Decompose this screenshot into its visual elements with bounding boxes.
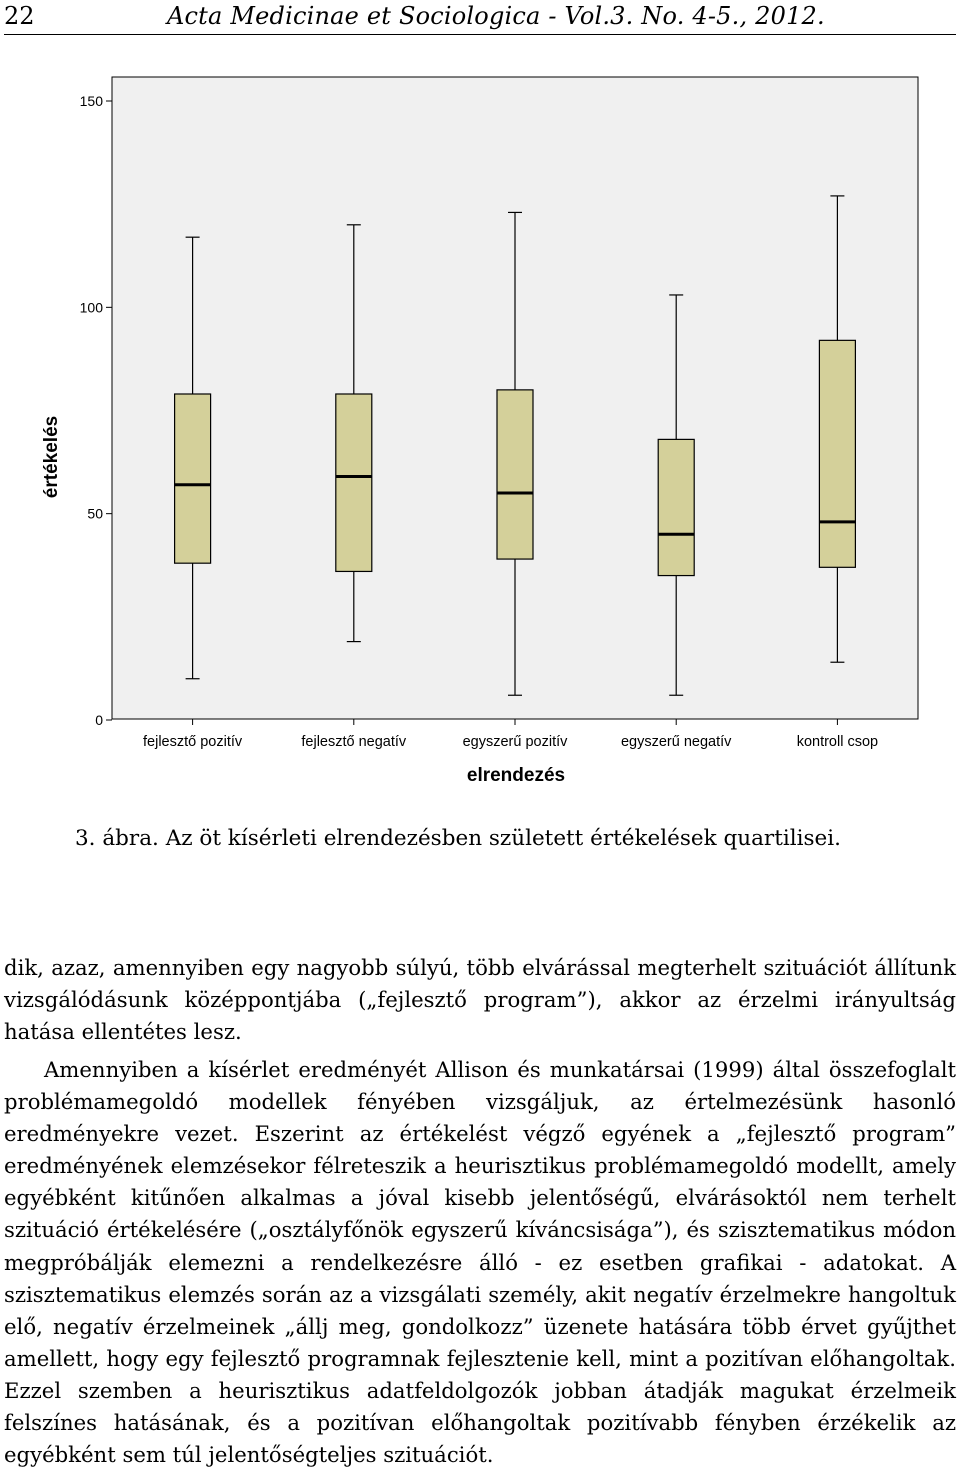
x-tick-label: kontroll csop xyxy=(796,734,879,750)
x-tick-label: egyszerű pozitív xyxy=(462,734,568,750)
x-axis-labels xyxy=(143,719,878,750)
iqr-box xyxy=(175,394,211,563)
y-tick-label-0: 0 xyxy=(95,712,103,728)
y-tick-label-50: 50 xyxy=(87,505,103,522)
y-tick-label-100: 100 xyxy=(79,299,103,316)
iqr-box xyxy=(497,390,533,559)
x-tick-label: fejlesztő negatív xyxy=(301,734,407,750)
journal-title: Acta Medicinae et Sociologica - Vol.3. No. 4-5., 2012. xyxy=(167,2,825,30)
paragraph-2 xyxy=(4,1054,956,1471)
iqr-box xyxy=(336,394,372,571)
paragraph-1 xyxy=(4,952,956,1048)
page-number: 22 xyxy=(4,2,35,30)
iqr-box xyxy=(819,340,855,567)
page-header xyxy=(4,0,956,35)
y-axis-ticks xyxy=(80,93,112,728)
y-axis-title: értékelés xyxy=(41,415,62,499)
boxplot-figure xyxy=(0,60,960,820)
x-tick-label: egyszerű negatív xyxy=(620,734,732,750)
x-axis-title: elrendezés xyxy=(466,765,566,786)
paragraph-2-text: Amennyiben a kísérlet eredményét Allison és munkatársai (1999) által összefoglalt problémamegoldó modellek fényében vizsgáljuk, az értelmezésünk hasonló eredményekre vezet. Eszerint az értékelést végző egyének a „fejlesztő program” eredményének elemzésekor félreteszik a heurisztikus problémamegoldó modellt, amely egyébként kitűnően alkalmas a jóval kisebb jelentőségű, elvárásoktól nem terhelt szituáció értékelésére („osztályfőnök egyszerű kíváncsisága”), és szisztematikus módon megpróbálják elemezni a rendelkezésre álló - ez esetben grafikai - adatokat. A szisztematikus elemzés során az a vizsgálati személy, akit negatív érzelmekre hangoltuk elő, negatív érzelmeinek „állj meg, gondolkozz” üzenete hatására több érvet gyűjthet amellett, hogy egy fejlesztő programnak fejlesztenie kell, mint a pozitívan előhangoltak. Ezzel szemben a heurisztikus adatfeldolgozók jobban átadják magukat érzelmeik felszínes hatásának, és a pozitívan előhangoltak pozitívabb fényben érzékelik az egyébként sem túl jelentőségteljes szituációt. xyxy=(4,1057,956,1468)
figure-caption: 3. ábra. Az öt kísérleti elrendezésben született értékelések quartilisei. xyxy=(75,826,841,851)
x-tick-label: fejlesztő pozitív xyxy=(143,734,243,750)
y-tick-label-150: 150 xyxy=(79,93,103,109)
iqr-box xyxy=(658,439,694,575)
paragraph-1-text: dik, azaz, amennyiben egy nagyobb súlyú, több elvárással megterhelt szituációt állítunk vizsgálódásunk középpontjába („fejlesztő program”), akkor az érzelmi irányultság hatása ellentétes lesz. xyxy=(4,955,956,1045)
